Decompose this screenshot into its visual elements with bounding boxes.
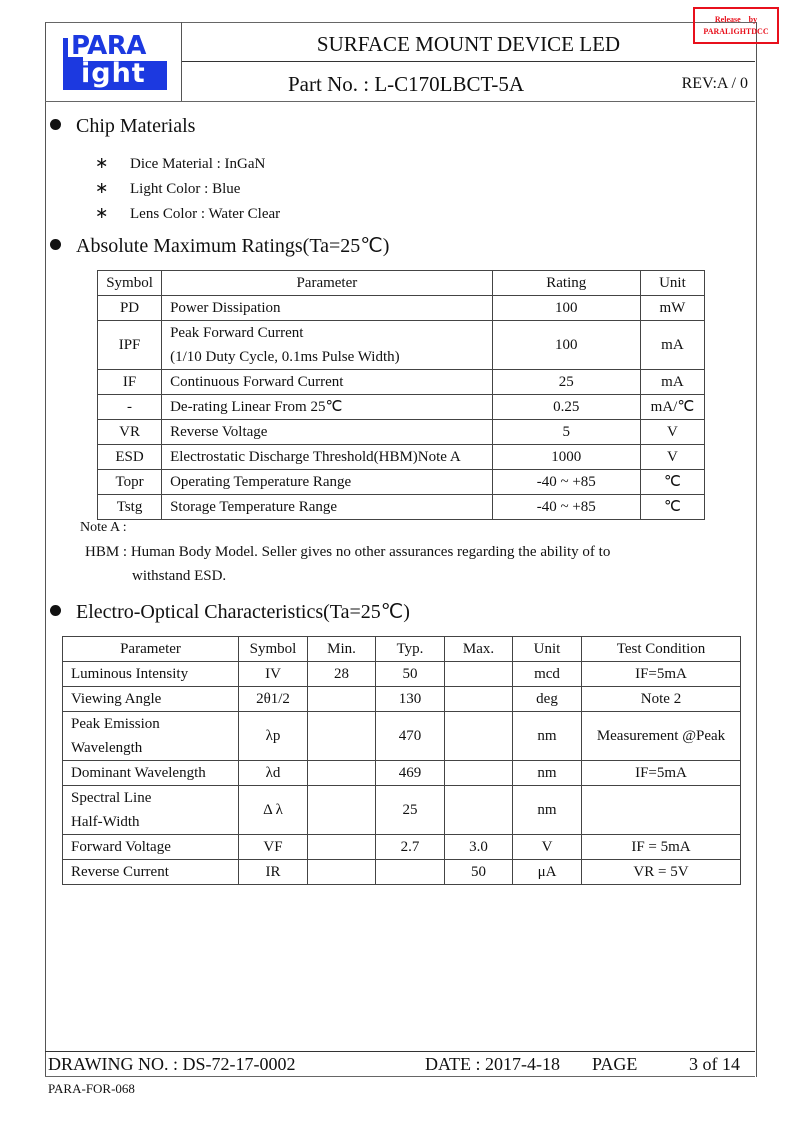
chip-materials-list [95,151,280,226]
table-row: Reverse Current IR 50 μA VR = 5V [63,860,741,885]
electro-optical-table [62,636,741,885]
section-electro-optical [50,600,410,624]
header-divider [182,61,755,62]
list-item: ∗ Dice Material : InGaN [95,151,280,176]
page-label: PAGE [592,1054,638,1074]
note-a-line2: withstand ESD. [132,568,227,584]
table-header-row: Symbol Parameter Rating Unit [98,271,705,296]
logo-text-bottom: ight [81,58,146,89]
table-row: IPF Peak Forward Current (1/10 Duty Cycle, 0.1ms Pulse Width) 100 mA [98,321,705,370]
bullet-icon [50,119,61,130]
table-row: Luminous Intensity IV 28 50 mcd IF=5mA [63,662,741,687]
header-bottom-border [45,101,755,102]
form-number: PARA-FOR-068 [48,1081,135,1096]
asterisk-icon: ∗ [95,153,109,172]
table-row: Tstg Storage Temperature Range -40 ~ +85 ℃ [98,495,705,520]
footer-bottom-border [45,1076,755,1077]
table-row: Forward Voltage VF 2.7 3.0 V IF = 5mA [63,835,741,860]
footer-top-border [45,1051,755,1052]
note-a-line1: HBM : Human Body Model. Seller gives no other assurances regarding the ability of to [85,544,611,560]
paralight-logo [63,32,167,90]
table-row: Viewing Angle 2θ1/2 130 deg Note 2 [63,687,741,712]
table-row: VR Reverse Voltage 5 V [98,420,705,445]
section-heading: Chip Materials [76,115,196,137]
asterisk-icon: ∗ [95,178,109,197]
table-row: Peak Emission Wavelength λp 470 nm Measurement @Peak [63,712,741,761]
asterisk-icon: ∗ [95,203,109,222]
revision: REV:A / 0 [681,75,748,92]
table-row: ESD Electrostatic Discharge Threshold(HBM)Note A 1000 V [98,445,705,470]
bullet-icon [50,605,61,616]
table-row: - De-rating Linear From 25℃ 0.25 mA/℃ [98,395,705,420]
page-number: 3 of 14 [689,1054,740,1074]
release-stamp [693,7,779,44]
document-title: SURFACE MOUNT DEVICE LED [316,32,621,56]
part-number: Part No. : L-C170LBCT-5A [288,72,525,96]
logo-text-top: PARA [71,31,146,61]
table-row: IF Continuous Forward Current 25 mA [98,370,705,395]
section-absolute-max [50,234,389,258]
table-row: PD Power Dissipation 100 mW [98,296,705,321]
release-stamp-line1: Release by [714,15,758,24]
section-heading: Absolute Maximum Ratings(Ta=25℃) [76,235,390,257]
table-row: Dominant Wavelength λd 469 nm IF=5mA [63,761,741,786]
list-item: ∗ Light Color : Blue [95,176,280,201]
table-row: Topr Operating Temperature Range -40 ~ +85 ℃ [98,470,705,495]
section-chip-materials [50,114,195,138]
table-row: Spectral Line Half-Width Δ λ 25 nm [63,786,741,835]
table-header-row: Parameter Symbol Min. Typ. Max. Unit Test Condition [63,637,741,662]
date: DATE : 2017-4-18 [425,1054,560,1074]
note-a-title: Note A : [80,520,127,535]
section-heading: Electro-Optical Characteristics(Ta=25℃) [76,601,410,623]
bullet-icon [50,239,61,250]
absolute-max-table [97,270,705,520]
list-item: ∗ Lens Color : Water Clear [95,201,280,226]
drawing-number: DRAWING NO. : DS-72-17-0002 [48,1054,296,1074]
release-stamp-line2: PARALIGHTDCC [703,27,769,36]
